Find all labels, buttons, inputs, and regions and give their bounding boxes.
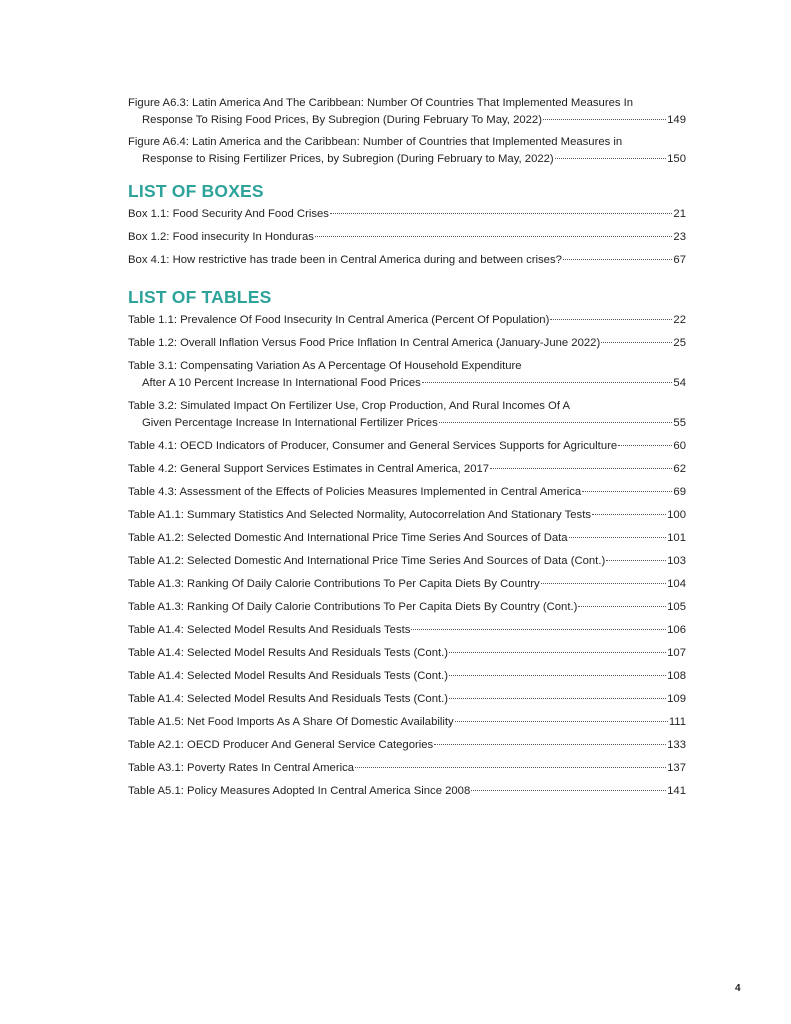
table-entry[interactable] (128, 760, 686, 777)
table-entry-title: Table A5.1: Policy Measures Adopted In Central America Since 2008 (128, 785, 471, 797)
table-entry[interactable] (128, 553, 686, 570)
table-entry[interactable] (128, 398, 686, 432)
dot-leader (422, 382, 673, 383)
table-entry-title: Table A1.4: Selected Model Results And Residuals Tests (128, 624, 411, 636)
table-entry[interactable] (128, 507, 686, 524)
table-entry-title: Table A1.3: Ranking Of Daily Calorie Contributions To Per Capita Diets By Country (128, 578, 540, 590)
dot-leader (563, 259, 673, 260)
table-entry-page: 107 (667, 647, 686, 659)
box-entry-title: Box 4.1: How restrictive has trade been in Central America during and between crises? (128, 254, 562, 266)
dot-leader (449, 698, 666, 699)
box-entry[interactable] (128, 252, 686, 269)
dot-leader (578, 606, 666, 607)
dot-leader (592, 514, 666, 515)
box-entry[interactable] (128, 229, 686, 246)
table-entry-title: Table 1.1: Prevalence Of Food Insecurity In Central America (Percent Of Population) (128, 314, 550, 326)
figure-entry-page: 150 (667, 153, 686, 165)
dot-leader (618, 445, 672, 446)
table-entry[interactable] (128, 622, 686, 639)
table-entry[interactable] (128, 691, 686, 708)
table-entry-title: Table A3.1: Poverty Rates In Central America (128, 762, 355, 774)
figure-entry-title-line2: Response to Rising Fertilizer Prices, by Subregion (During February to May, 2022) (142, 153, 554, 165)
table-entry[interactable] (128, 358, 686, 392)
table-entry-page: 54 (673, 377, 686, 389)
table-entry-title-line2: Given Percentage Increase In International Fertilizer Prices (142, 417, 438, 429)
box-entry-title: Box 1.1: Food Security And Food Crises (128, 208, 329, 220)
table-entry-page: 104 (667, 578, 686, 590)
dot-leader (555, 158, 666, 159)
table-entry[interactable] (128, 335, 686, 352)
table-entry[interactable] (128, 576, 686, 593)
table-entry-title: Table A1.5: Net Food Imports As A Share Of Domestic Availability (128, 716, 454, 728)
figure-entry-title-line1: Figure A6.3: Latin America And The Caribbean: Number Of Countries That Implemented Measures In (128, 97, 634, 109)
dot-leader (355, 767, 666, 768)
table-entry-title: Table 1.2: Overall Inflation Versus Food Price Inflation In Central America (January-June 2022) (128, 337, 601, 349)
box-list (128, 206, 686, 275)
table-entry[interactable] (128, 312, 686, 329)
dot-leader (449, 675, 666, 676)
table-entry-page: 69 (673, 486, 686, 498)
figure-entry-title-line1: Figure A6.4: Latin America and the Caribbean: Number of Countries that Implemented Measures in (128, 136, 623, 148)
table-entry-page: 103 (667, 555, 686, 567)
dot-leader (315, 236, 673, 237)
dot-leader (455, 721, 668, 722)
dot-leader (582, 491, 672, 492)
dot-leader (601, 342, 672, 343)
table-entry-page: 62 (673, 463, 686, 475)
table-entry-page: 108 (667, 670, 686, 682)
box-entry-title: Box 1.2: Food insecurity In Honduras (128, 231, 314, 243)
table-entry-title: Table A1.4: Selected Model Results And Residuals Tests (Cont.) (128, 670, 449, 682)
dot-leader (606, 560, 666, 561)
table-entry-title: Table A1.2: Selected Domestic And International Price Time Series And Sources of Data (128, 532, 568, 544)
table-entry[interactable] (128, 599, 686, 616)
table-entry-title: Table A1.1: Summary Statistics And Selected Normality, Autocorrelation And Stationary Tests (128, 509, 591, 521)
figure-entry-title-line2: Response To Rising Food Prices, By Subregion (During February To May, 2022) (142, 114, 542, 126)
figure-entry[interactable] (128, 95, 686, 129)
table-entry-page: 105 (667, 601, 686, 613)
table-entry-page: 137 (667, 762, 686, 774)
table-entry-page: 133 (667, 739, 686, 751)
dot-leader (490, 468, 672, 469)
table-entry-title: Table 4.1: OECD Indicators of Producer, Consumer and General Services Supports for Agriculture (128, 440, 618, 452)
table-entry-title: Table A1.3: Ranking Of Daily Calorie Contributions To Per Capita Diets By Country (Cont.) (128, 601, 578, 613)
table-entry-page: 101 (667, 532, 686, 544)
dot-leader (330, 213, 672, 214)
table-entry-page: 22 (673, 314, 686, 326)
table-entry-page: 25 (673, 337, 686, 349)
table-entry[interactable] (128, 783, 686, 800)
table-entry-title: Table 4.3: Assessment of the Effects of Policies Measures Implemented in Central America (128, 486, 582, 498)
table-entry-page: 100 (667, 509, 686, 521)
table-entry-page: 55 (673, 417, 686, 429)
table-entry-title: Table A1.4: Selected Model Results And Residuals Tests (Cont.) (128, 693, 449, 705)
table-entry[interactable] (128, 461, 686, 478)
table-entry-page: 60 (673, 440, 686, 452)
table-entry-page: 111 (668, 716, 686, 728)
page-number: 4 (735, 983, 741, 994)
table-entry[interactable] (128, 714, 686, 731)
table-entry[interactable] (128, 645, 686, 662)
box-entry-page: 67 (673, 254, 686, 266)
table-entry-page: 106 (667, 624, 686, 636)
table-list (128, 312, 686, 806)
table-entry-title: Table A1.2: Selected Domestic And International Price Time Series And Sources of Data (Cont.) (128, 555, 606, 567)
dot-leader (541, 583, 666, 584)
table-entry-title-line1: Table 3.1: Compensating Variation As A Percentage Of Household Expenditure (128, 360, 522, 372)
table-entry-title: Table 4.2: General Support Services Estimates in Central America, 2017 (128, 463, 490, 475)
figure-entry-page: 149 (667, 114, 686, 126)
list-of-tables-heading: LIST OF TABLES (128, 287, 272, 307)
table-entry[interactable] (128, 668, 686, 685)
table-entry-title-line2: After A 10 Percent Increase In International Food Prices (142, 377, 421, 389)
table-entry[interactable] (128, 737, 686, 754)
table-entry-page: 141 (667, 785, 686, 797)
table-entry[interactable] (128, 530, 686, 547)
dot-leader (569, 537, 667, 538)
box-entry[interactable] (128, 206, 686, 223)
table-entry[interactable] (128, 438, 686, 455)
table-entry-page: 109 (667, 693, 686, 705)
box-entry-page: 21 (673, 208, 686, 220)
list-of-boxes-heading: LIST OF BOXES (128, 181, 264, 201)
dot-leader (411, 629, 666, 630)
figure-entry[interactable] (128, 134, 686, 168)
dot-leader (543, 119, 666, 120)
table-entry[interactable] (128, 484, 686, 501)
dot-leader (449, 652, 666, 653)
table-entry-title-line1: Table 3.2: Simulated Impact On Fertilizer Use, Crop Production, And Rural Incomes Of A (128, 400, 571, 412)
figure-list (128, 95, 686, 168)
box-entry-page: 23 (673, 231, 686, 243)
dot-leader (550, 319, 672, 320)
table-entry-title: Table A1.4: Selected Model Results And Residuals Tests (Cont.) (128, 647, 449, 659)
dot-leader (434, 744, 666, 745)
table-entry-title: Table A2.1: OECD Producer And General Service Categories (128, 739, 434, 751)
dot-leader (471, 790, 666, 791)
dot-leader (439, 422, 673, 423)
